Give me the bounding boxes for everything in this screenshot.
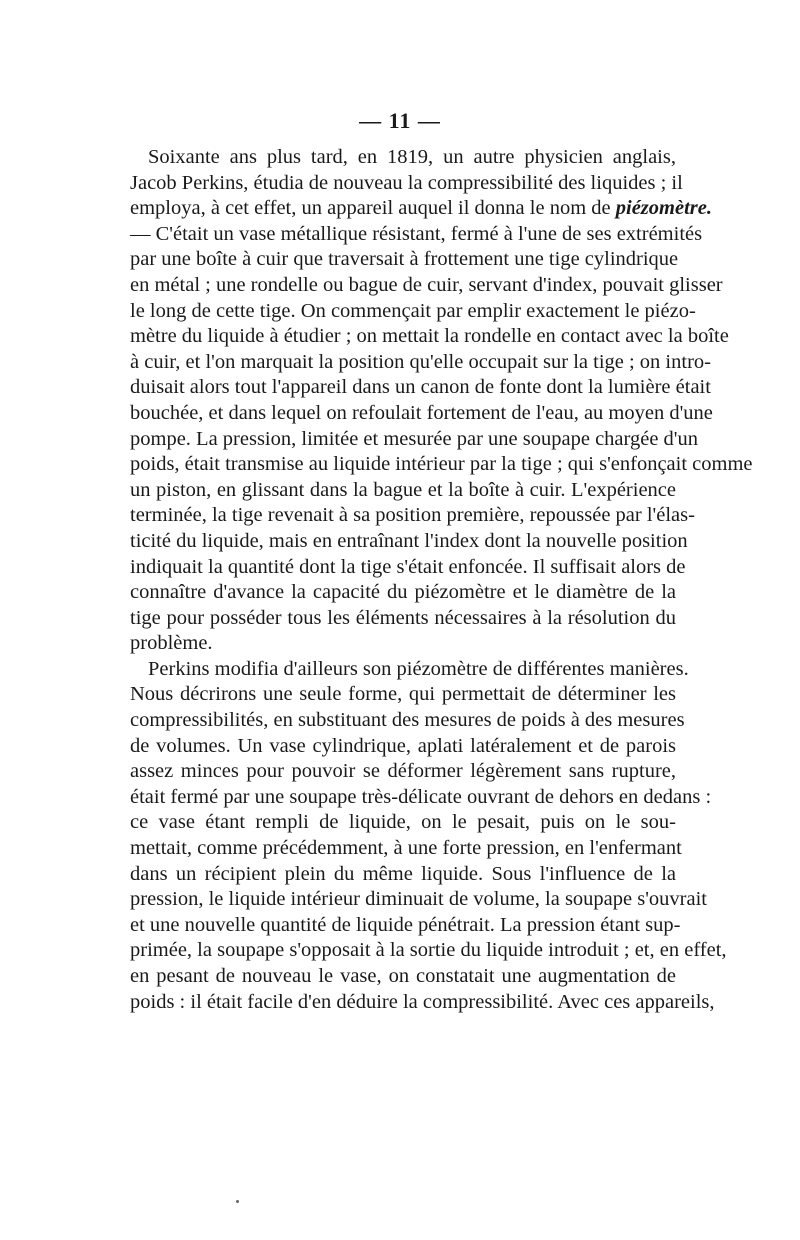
text-line: primée, la soupape s'opposait à la sortie du liquide introduit ; et, en effet, [130, 939, 727, 962]
text-line: indiquait la quantité dont la tige s'était enfoncée. Il suffisait alors de [130, 555, 686, 578]
text-line: terminée, la tige revenait à sa position première, repoussée par l'élas- [130, 504, 695, 527]
text-line: bouchée, et dans lequel on refoulait fortement de l'eau, au moyen d'une [130, 401, 713, 424]
text-line: dans un récipient plein du même liquide. Sous l'influence de la [130, 862, 676, 885]
text-line: Jacob Perkins, étudia de nouveau la compressibilité des liquides ; il [130, 171, 683, 194]
text-line: connaître d'avance la capacité du piézomètre et le diamètre de la [130, 581, 676, 604]
paragraph [130, 145, 753, 657]
text-line: assez minces pour pouvoir se déformer légèrement sans rupture, [130, 760, 676, 783]
paragraph [130, 657, 727, 1015]
text-line: duisait alors tout l'appareil dans un canon de fonte dont la lumière était [130, 376, 711, 399]
body-text [130, 145, 753, 1015]
text-line: Perkins modifia d'ailleurs son piézomètre de différentes manières. [148, 657, 689, 680]
text-line: et une nouvelle quantité de liquide pénétrait. La pression étant sup- [130, 913, 681, 936]
text-line: ce vase étant rempli de liquide, on le pesait, puis on le sou- [130, 811, 676, 834]
text-line: pression, le liquide intérieur diminuait de volume, la soupape s'ouvrait [130, 888, 707, 911]
text-line: poids, était transmise au liquide intérieur par la tige ; qui s'enfonçait comme [130, 453, 753, 476]
text-line: tige pour posséder tous les éléments nécessaires à la résolution du [130, 606, 676, 629]
text-line: en métal ; une rondelle ou bague de cuir, servant d'index, pouvait glisser [130, 273, 723, 296]
page-number: — 11 — [359, 108, 441, 133]
text-line: employa, à cet effet, un appareil auquel il donna le nom de piézomètre. [130, 197, 712, 220]
text-line: poids : il était facile d'en déduire la compressibilité. Avec ces appareils, [130, 990, 715, 1013]
text-line: Soixante ans plus tard, en 1819, un autre physicien anglais, [148, 146, 676, 168]
text-line: — C'était un vase métallique résistant, fermé à l'une de ses extrémités [130, 222, 703, 245]
ink-speck [236, 1200, 239, 1203]
text-line: de volumes. Un vase cylindrique, aplati latéralement et de parois [130, 734, 676, 757]
text-line: ticité du liquide, mais en entraînant l'index dont la nouvelle position [130, 529, 688, 552]
text-line: mètre du liquide à étudier ; on mettait la rondelle en contact avec la boîte [130, 325, 729, 348]
text-line: problème. [130, 632, 213, 655]
text-line: pompe. La pression, limitée et mesurée par une soupape chargée d'un [130, 427, 699, 450]
text-line: Nous décrirons une seule forme, qui permettait de déterminer les [130, 683, 676, 706]
text-line: compressibilités, en substituant des mesures de poids à des mesures [130, 709, 685, 732]
text-line: un piston, en glissant dans la bague et la boîte à cuir. L'expérience [130, 478, 676, 501]
text-line: à cuir, et l'on marquait la position qu'elle occupait sur la tige ; on intro- [130, 350, 711, 373]
text-line: le long de cette tige. On commençait par emplir exactement le piézo- [130, 299, 696, 322]
text-line: par une boîte à cuir que traversait à frottement une tige cylindrique [130, 248, 679, 271]
text-line: en pesant de nouveau le vase, on constatait une augmentation de [130, 965, 676, 987]
text-line: était fermé par une soupape très-délicate ouvrant de dehors en dedans : [130, 785, 712, 808]
text-line: mettait, comme précédemment, à une forte pression, en l'enfermant [130, 837, 682, 860]
italic-term: piézomètre. [615, 197, 712, 220]
